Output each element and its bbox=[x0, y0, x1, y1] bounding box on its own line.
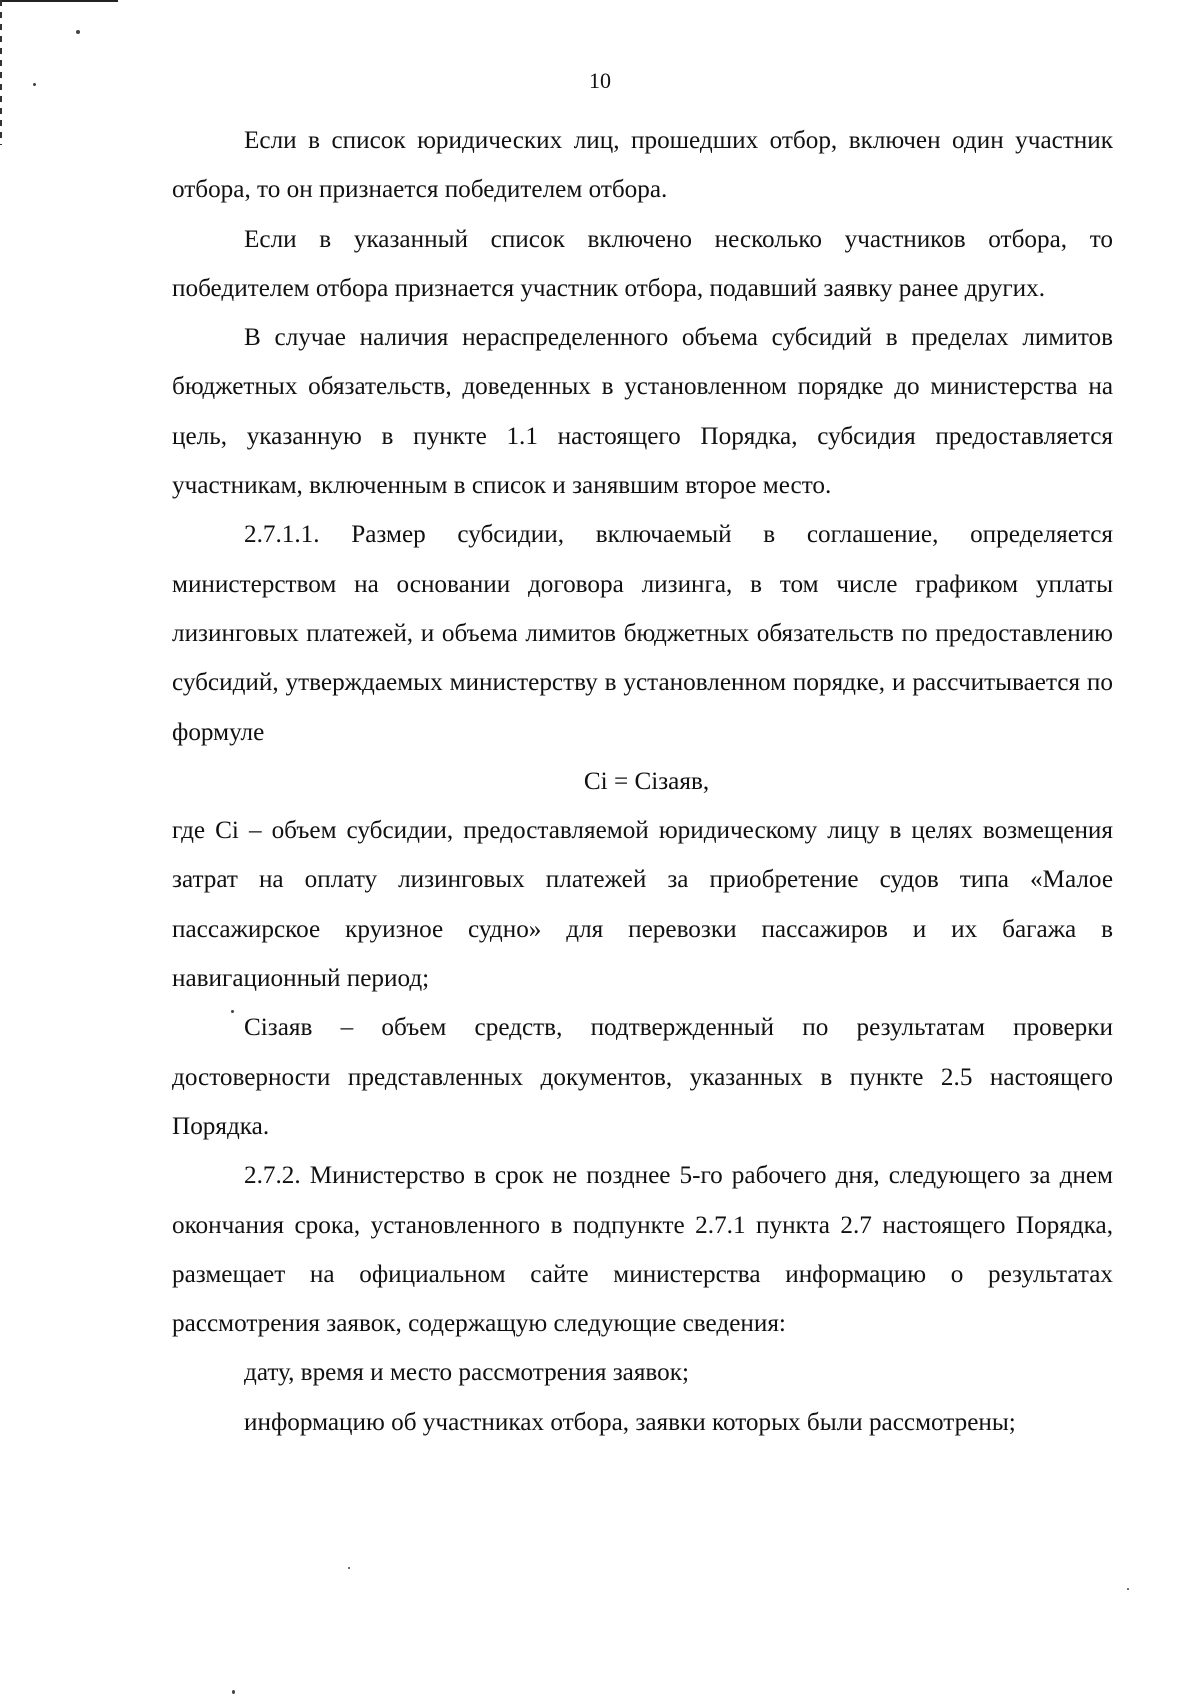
scan-speck bbox=[232, 1690, 235, 1694]
page-number: 10 bbox=[589, 68, 611, 93]
paragraph-ci-zayav: Ciзаяв – объем средств, подтвержденный по результатам проверки достоверности представленных документов, указанных в пункте 2.5 настоящего Порядка. bbox=[172, 1014, 1113, 1140]
paragraph-multiple-participants: Если в указанный список включено несколько участников отбора, то победителем отбора признается участник отбора, подавший заявку ранее других. bbox=[172, 225, 1113, 302]
list-item-date-time-place: дату, время и место рассмотрения заявок; bbox=[244, 1359, 689, 1387]
scan-speck bbox=[348, 1567, 350, 1569]
document-body bbox=[172, 116, 1113, 1447]
paragraph-2-7-2: 2.7.2. Министерство в срок не позднее 5-го рабочего дня, следующего за днем окончания срока, установленного в подпункте 2.7.1 пункта 2.7 настоящего Порядка, размещает на официальном сайте министерства информацию о результатах рассмотрения заявок, содержащую следующие сведения: bbox=[172, 1162, 1113, 1338]
list-item-participants-info: информацию об участниках отбора, заявки которых были рассмотрены; bbox=[244, 1408, 1016, 1436]
paragraph-unallocated-subsidies: В случае наличия нераспределенного объема субсидий в пределах лимитов бюджетных обязательств, доведенных в установленном порядке до министерства на цель, указанную в пункте 1.1 настоящего Порядка, субсидия предоставляется участникам, включенным в список и занявшим второе место. bbox=[172, 324, 1113, 500]
scan-edge-top bbox=[0, 0, 118, 2]
formula: Ci = Ciзаяв, bbox=[583, 767, 710, 795]
paragraph-single-winner: Если в список юридических лиц, прошедших отбор, включен один участник отбора, то он признается победителем отбора. bbox=[172, 127, 1113, 204]
paragraph-formula-where: где Ci – объем субсидии, предоставляемой юридическому лицу в целях возмещения затрат на оплату лизинговых платежей за приобретение судов типа «Малое пассажирское круизное судно» для перевозки пассажиров и их багажа в навигационный период; bbox=[172, 817, 1113, 993]
scan-speck bbox=[1127, 1588, 1129, 1590]
paragraph-2-7-1-1: 2.7.1.1. Размер субсидии, включаемый в соглашение, определяется министерством на основании договора лизинга, в том числе графиком уплаты лизинговых платежей, и объема лимитов бюджетных обязательств по предоставлению субсидий, утверждаемых министерству в установленном порядке, и рассчитывается по формуле bbox=[172, 521, 1113, 746]
scan-speck bbox=[76, 30, 80, 34]
